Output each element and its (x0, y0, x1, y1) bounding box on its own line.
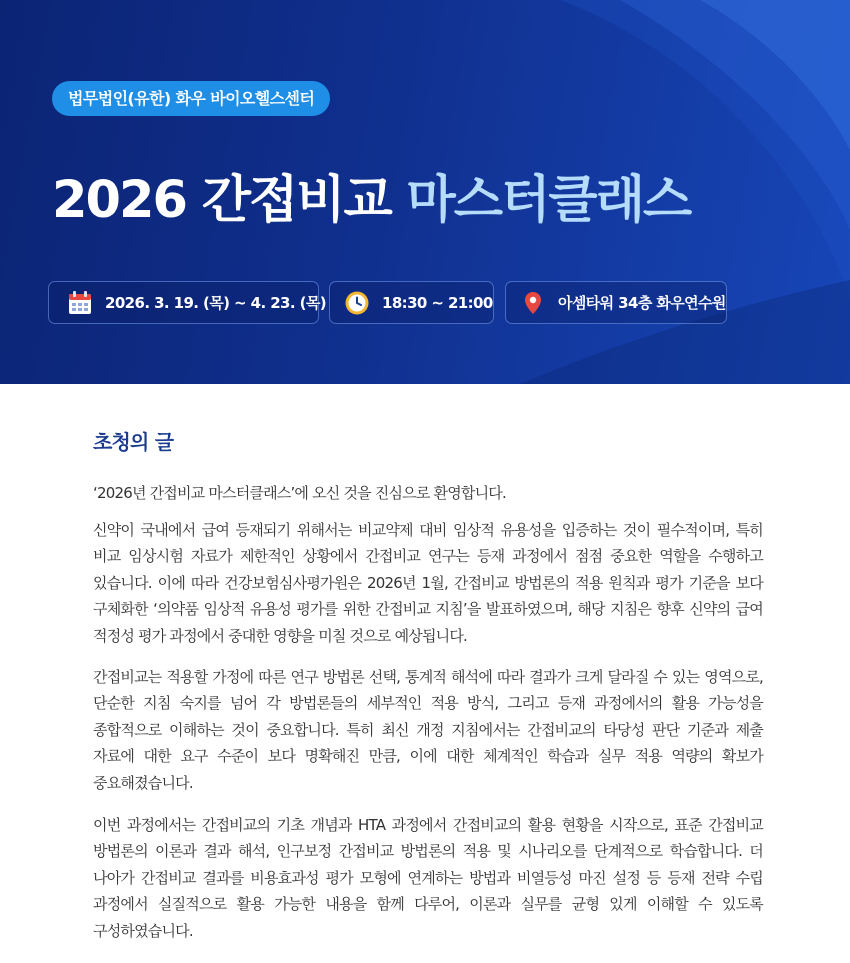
location-pin-icon (520, 290, 546, 316)
organization-badge: 법무법인(유한) 화우 바이오헬스센터 (52, 81, 330, 116)
paragraph-1: 신약이 국내에서 급여 등재되기 위해서는 비교약제 대비 임상적 유용성을 입증하는 것이 필수적이며, 특히 비교 임상시험 자료가 제한적인 상황에서 간접비교 연구는 등재 과정에서 점점 중요한 역할을 수행하고 있습니다. 이에 따라 건강보험심사평가원은 2026년 1월, 간접비교 방법론의 적용 원칙과 평가 기준을 보다 구체화한 ‘의약품 임상적 유용성 평가를 위한 간접비교 지침’을 발표하였으며, 해당 지침은 향후 신약의 급여 적정성 평가 과정에서 중대한 영향을 미칠 것으로 예상됩니다. (93, 521, 763, 645)
paragraph-3: 이번 과정에서는 간접비교의 기초 개념과 HTA 과정에서 간접비교의 활용 현황을 시작으로, 표준 간접비교 방법론의 이론과 결과 해석, 인구보정 간접비교 방법론의 적용 및 시나리오를 단계적으로 학습합니다. 더 나아가 간접비교 결과를 비용효과성 평가 모형에 연계하는 방법과 비열등성 마진 설정 등 등재 전략 수립 과정에서 실질적으로 활용 가능한 내용을 함께 다루어, 이론과 실무를 균형 있게 이해할 수 있도록 구성하였습니다. (93, 816, 763, 940)
hero-banner (0, 0, 850, 384)
title-accent: 마스터클래스 (406, 171, 691, 230)
section-heading: 초청의 글 (93, 430, 174, 454)
intro-line: ‘2026년 간접비교 마스터클래스’에 오신 것을 진심으로 환영합니다. (93, 484, 506, 502)
date-info (48, 281, 326, 324)
place-text: 아셈타워 34층 화우연수원 (558, 294, 726, 312)
calendar-icon (67, 290, 93, 316)
page-title (52, 166, 690, 236)
title-main: 2026 간접비교 (52, 171, 391, 230)
clock-icon (344, 290, 370, 316)
time-info (329, 281, 494, 324)
paragraph-2: 간접비교는 적용할 가정에 따른 연구 방법론 선택, 통계적 해석에 따라 결과가 크게 달라질 수 있는 영역으로, 단순한 지침 숙지를 넘어 각 방법론들의 세부적인 적용 방식, 그리고 등재 과정에서의 활용 가능성을 종합적으로 이해하는 것이 중요합니다. 특히 최신 개정 지침에서는 간접비교의 타당성 판단 기준과 제출 자료에 대한 요구 수준이 보다 명확해진 만큼, 이에 대한 체계적인 학습과 실무 적용 역량의 확보가 중요해졌습니다. (93, 668, 763, 792)
date-text: 2026. 3. 19. (목) ~ 4. 23. (목) (105, 294, 326, 312)
time-text: 18:30 ~ 21:00 (382, 293, 493, 312)
place-info (505, 281, 727, 324)
